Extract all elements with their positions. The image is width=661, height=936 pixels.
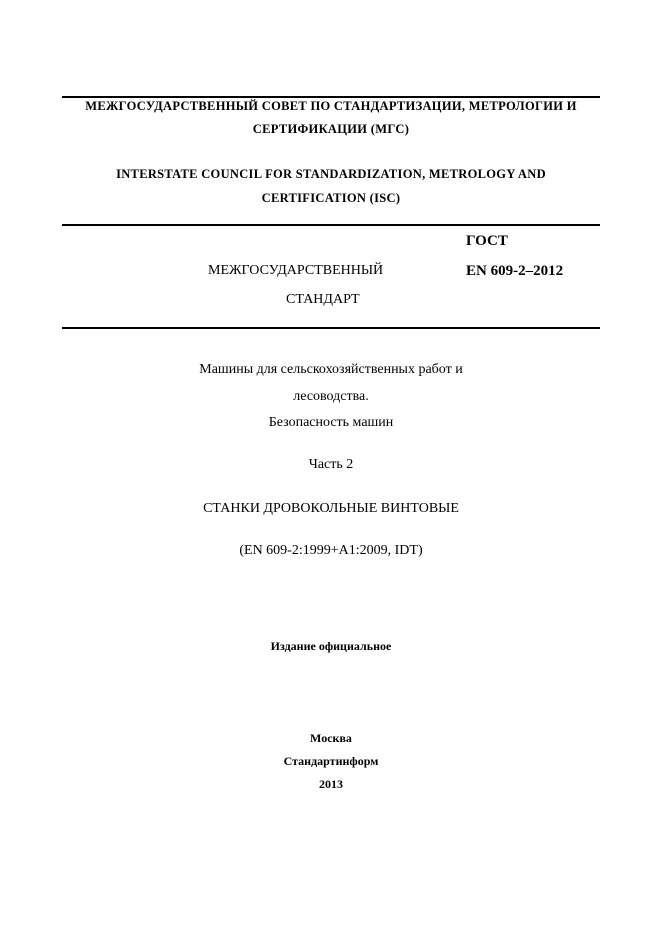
imprint-city: Москва [310,731,352,745]
edition-label: Издание официальное [270,639,392,653]
designation-top-rule [62,224,600,226]
standard-number: EN 609-2–2012 [466,263,564,279]
designation-bottom-rule [62,327,600,329]
reference-standard: (EN 609-2:1999+A1:2009, IDT) [239,543,423,558]
title-line2: лесоводства. [293,389,369,404]
title-line3: Безопасность машин [268,415,394,430]
council-ru-line2: СЕРТИФИКАЦИИ (МГС) [252,122,410,136]
subject-title: СТАНКИ ДРОВОКОЛЬНЫЕ ВИНТОВЫЕ [203,501,459,516]
standard-label-line2: СТАНДАРТ [286,292,360,307]
council-en-line1: INTERSTATE COUNCIL FOR STANDARDIZATION, METROLOGY AND [116,167,546,181]
part-label: Часть 2 [308,457,354,472]
council-ru-line1: МЕЖГОСУДАРСТВЕННЫЙ СОВЕТ ПО СТАНДАРТИЗАЦИИ, МЕТРОЛОГИИ И [85,99,577,113]
imprint-publisher: Стандартинформ [283,754,379,768]
council-en-line2: CERTIFICATION (ISC) [261,191,401,205]
standard-label-line1: МЕЖГОСУДАРСТВЕННЫЙ [208,263,384,278]
imprint-year: 2013 [319,777,343,791]
gost-label: ГОСТ [466,233,508,249]
title-line1: Машины для сельскохозяйственных работ и [199,362,463,377]
